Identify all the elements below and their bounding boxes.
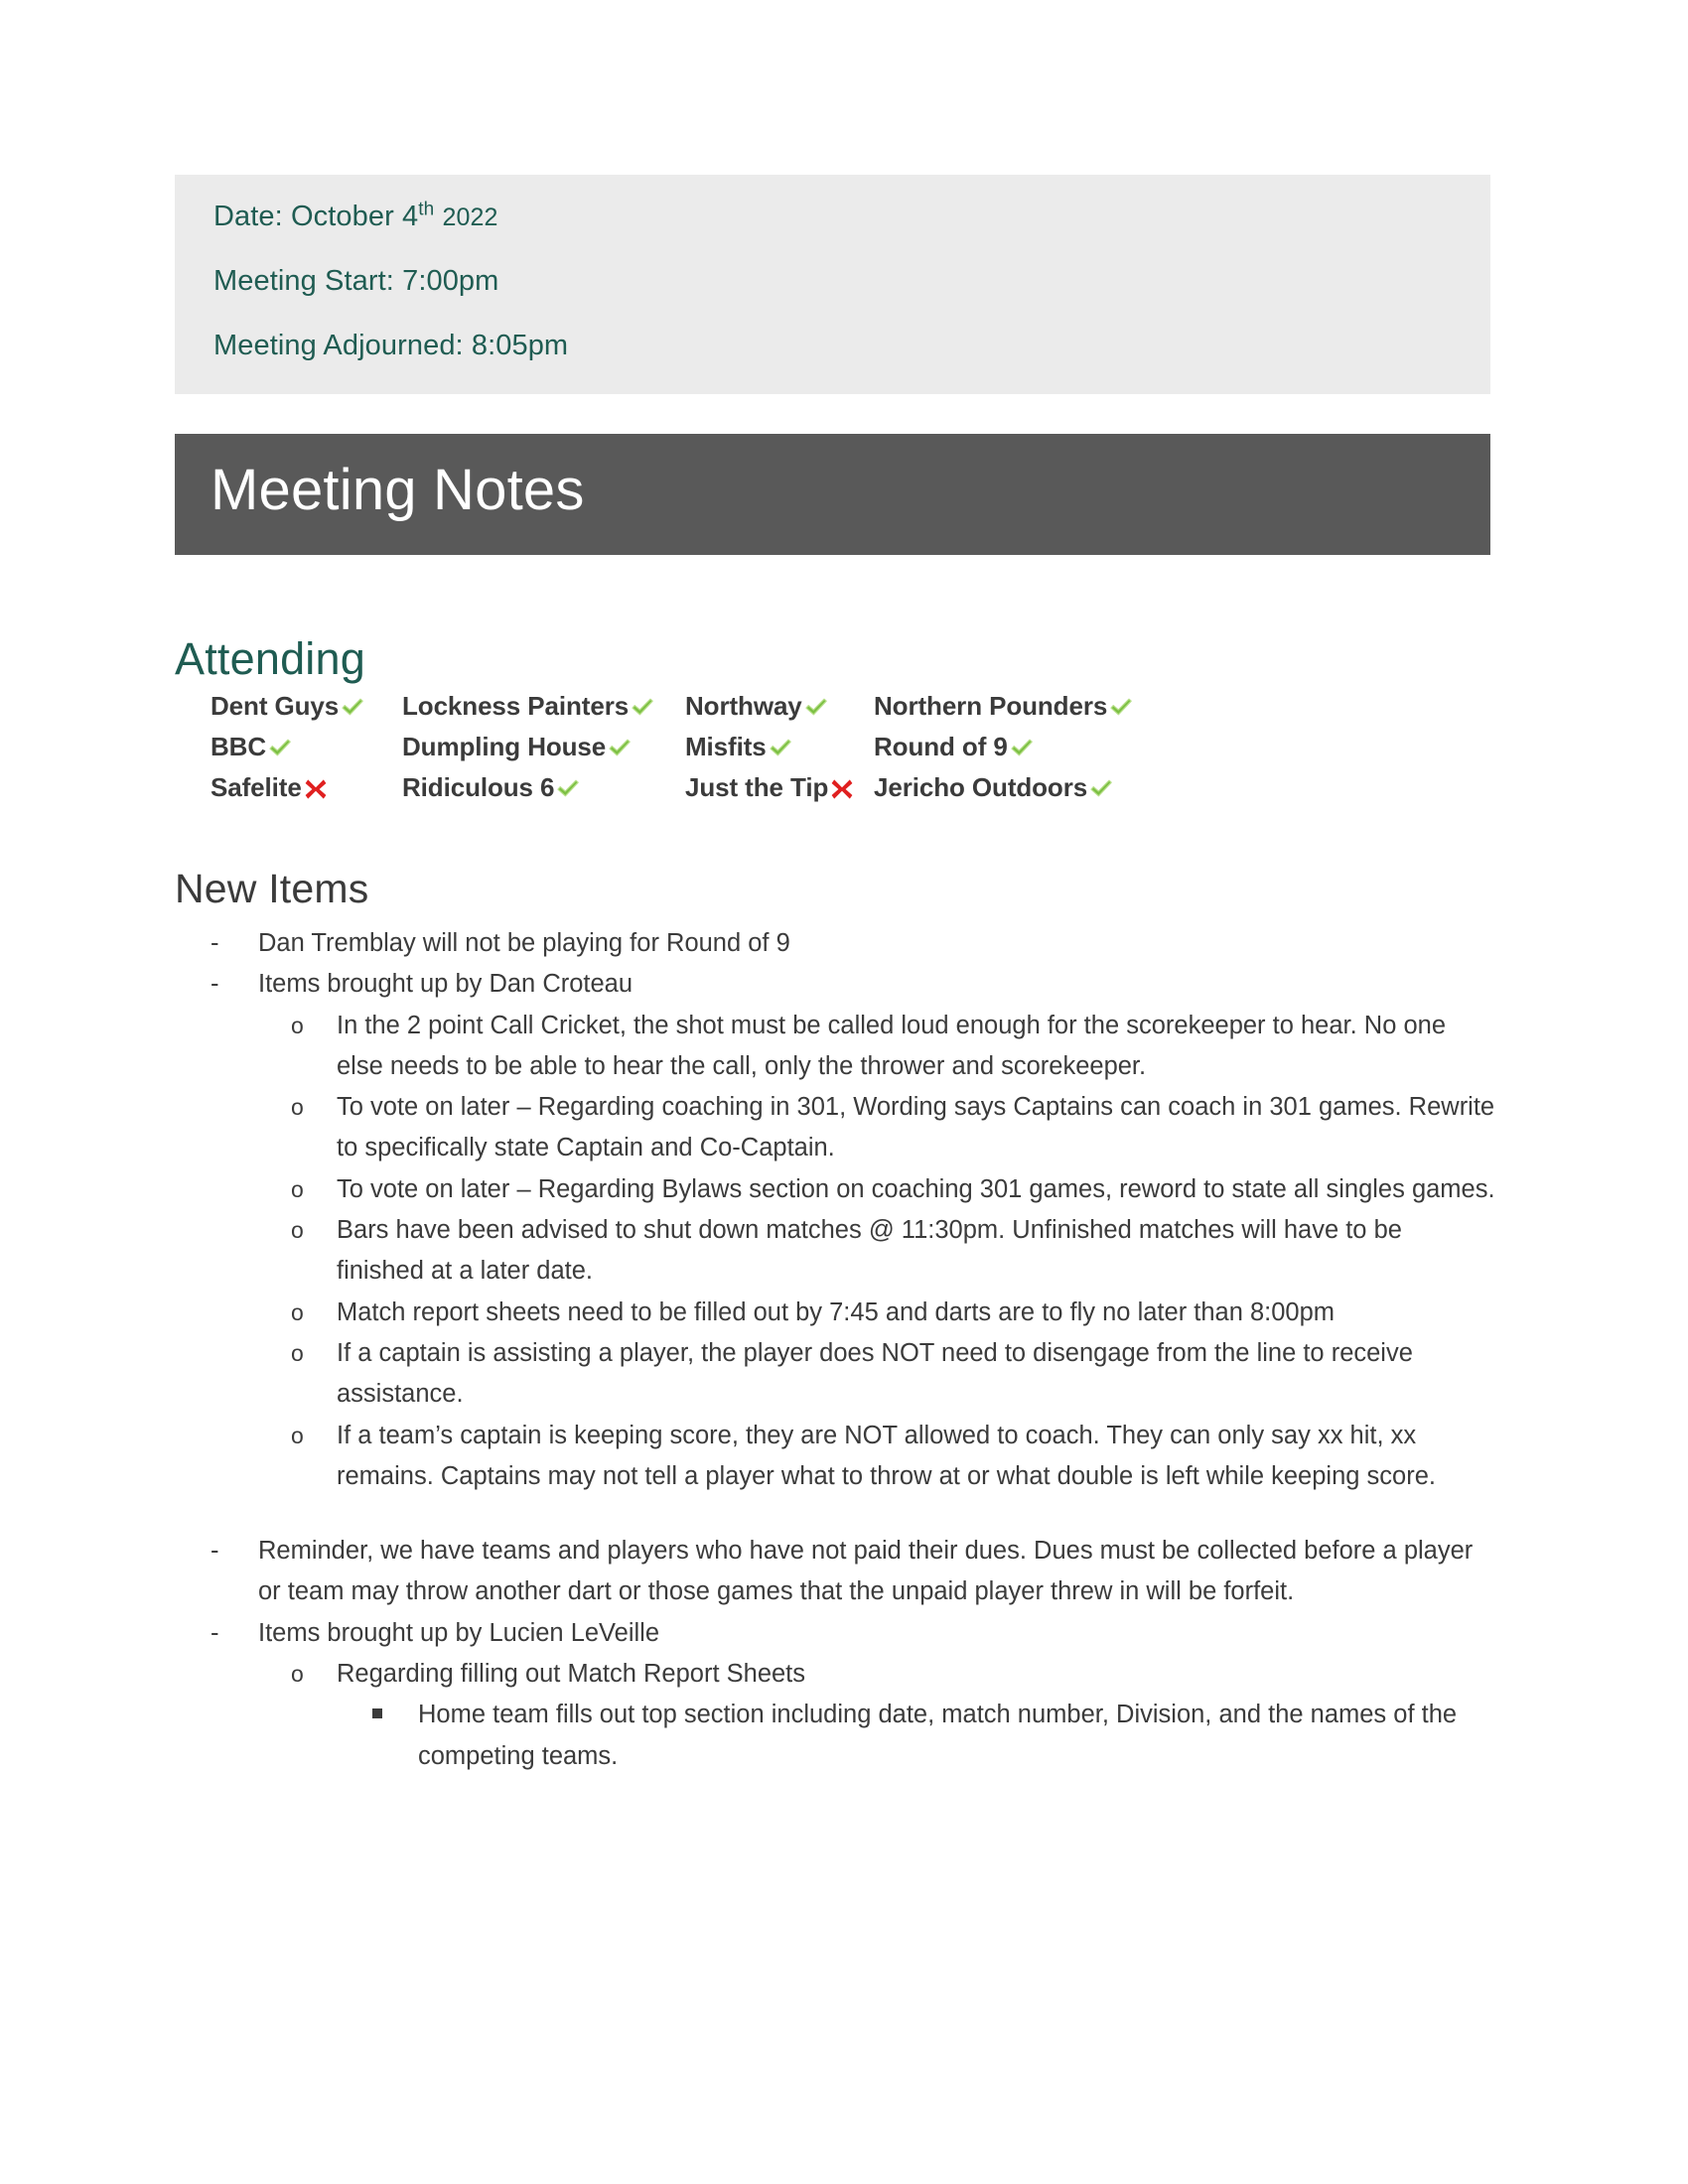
- dash-bullet-icon: -: [211, 1618, 219, 1647]
- green-check-icon: [803, 695, 829, 721]
- list-item: [291, 1006, 1495, 1088]
- meeting-date-value: October 4: [291, 201, 419, 232]
- attending-team-label: Misfits: [685, 732, 767, 761]
- list-item-text: Items brought up by Lucien LeVeille: [258, 1618, 660, 1647]
- dash-bullet-icon: -: [211, 970, 219, 999]
- green-check-icon: [340, 695, 365, 721]
- list-item: [211, 1613, 1495, 1654]
- green-check-icon: [1009, 736, 1035, 761]
- attending-team-label: Jericho Outdoors: [874, 772, 1088, 802]
- green-check-icon: [607, 736, 633, 761]
- list-item-text: Regarding filling out Match Report Sheets: [337, 1660, 806, 1689]
- list-item: [291, 1416, 1495, 1498]
- attending-team-label: Ridiculous 6: [402, 772, 555, 802]
- attending-team-dumpling-house: [402, 732, 685, 762]
- list-item: [291, 1654, 1495, 1695]
- list-item-text: Bars have been advised to shut down matches @ 11:30pm. Unfinished matches will have to be finished at a later date.: [337, 1216, 1402, 1286]
- list-item-text: Home team fills out top section including date, match number, Division, and the names of the competing teams.: [418, 1701, 1458, 1770]
- list-item-text: To vote on later – Regarding coaching in 301, Wording says Captains can coach in 301 games. Rewrite to specifically state Captain and Co-Captain.: [337, 1093, 1495, 1162]
- attending-team-label: Safelite: [211, 772, 302, 802]
- circle-bullet-icon: o: [291, 1339, 304, 1366]
- attending-team-label: Northway: [685, 691, 802, 721]
- meeting-date-ordinal: th: [418, 199, 435, 220]
- attending-grid: [211, 691, 1481, 813]
- attending-team-label: Just the Tip: [685, 772, 829, 802]
- attending-team-dent-guys: [211, 691, 402, 722]
- green-check-icon: [630, 695, 655, 721]
- meeting-date-label: Date:: [213, 201, 283, 232]
- attending-team-round-of-9: [874, 732, 1172, 762]
- list-item-text: If a captain is assisting a player, the player does NOT need to disengage from the line to receive assistance.: [337, 1338, 1413, 1409]
- list-item-text: Items brought up by Dan Croteau: [258, 970, 633, 999]
- list-item: [291, 1333, 1495, 1416]
- list-item-text: Match report sheets need to be filled out by 7:45 and darts are to fly no later than 8:00pm: [337, 1297, 1336, 1326]
- title-band: [175, 434, 1490, 555]
- circle-bullet-icon: o: [291, 1094, 304, 1121]
- attending-team-label: Dent Guys: [211, 691, 340, 721]
- circle-bullet-icon: o: [291, 1661, 304, 1688]
- attending-team-label: Lockness Painters: [402, 691, 630, 721]
- attending-team-label: BBC: [211, 732, 267, 761]
- list-item-text: If a team’s captain is keeping score, they are NOT allowed to coach. They can only say xx hit, xx remains. Captains may not tell a player what to throw at or what double is left while keeping score.: [337, 1421, 1436, 1490]
- list-item: [291, 1293, 1495, 1333]
- circle-bullet-icon: o: [291, 1012, 304, 1038]
- attending-heading: Attending: [175, 633, 365, 684]
- green-check-icon: [267, 736, 293, 761]
- meeting-meta-box: [175, 175, 1490, 394]
- circle-bullet-icon: o: [291, 1422, 304, 1448]
- attending-row: [211, 691, 1481, 732]
- attending-team-bbc: [211, 732, 402, 762]
- attending-row: [211, 732, 1481, 772]
- meeting-date-line: [175, 199, 1490, 232]
- list-item-text: Dan Tremblay will not be playing for Round of 9: [258, 929, 790, 957]
- dash-bullet-icon: -: [211, 929, 219, 957]
- green-check-icon: [1108, 695, 1134, 721]
- attending-team-jericho-outdoors: [874, 772, 1172, 803]
- green-check-icon: [555, 776, 581, 802]
- list-item-text: To vote on later – Regarding Bylaws section on coaching 301 games, reword to state all singles games.: [337, 1174, 1495, 1203]
- attending-team-label: Round of 9: [874, 732, 1008, 761]
- list-item: [211, 1531, 1495, 1613]
- green-check-icon: [1088, 776, 1114, 802]
- red-x-icon: [829, 776, 855, 802]
- attending-team-northern-pounders: [874, 691, 1172, 722]
- list-item: [372, 1695, 1495, 1777]
- attending-team-label: Dumpling House: [402, 732, 607, 761]
- attending-team-safelite: [211, 772, 402, 803]
- square-bullet-icon: [372, 1695, 418, 1735]
- new-items-list: [175, 923, 1495, 1777]
- meeting-start-line: Meeting Start: 7:00pm: [213, 265, 499, 297]
- attending-team-lockness-painters: [402, 691, 685, 722]
- meeting-adjourned-line: Meeting Adjourned: 8:05pm: [213, 330, 569, 361]
- list-item: [211, 964, 1495, 1005]
- attending-team-misfits: [685, 732, 874, 762]
- list-item-text: In the 2 point Call Cricket, the shot must be called loud enough for the scorekeeper to hear. No one else needs to be able to hear the call, only the thrower and scorekeeper.: [337, 1011, 1447, 1080]
- attending-team-ridiculous-6: [402, 772, 685, 803]
- new-items-heading: New Items: [175, 866, 369, 911]
- circle-bullet-icon: o: [291, 1298, 304, 1325]
- list-item: [291, 1169, 1495, 1210]
- green-check-icon: [768, 736, 793, 761]
- attending-team-label: Northern Pounders: [874, 691, 1108, 721]
- page-title: Meeting Notes: [211, 458, 585, 522]
- attending-team-just-the-tip: [685, 772, 874, 803]
- attending-team-northway: [685, 691, 874, 722]
- dash-bullet-icon: -: [211, 1537, 219, 1566]
- list-spacer: [175, 1497, 1495, 1531]
- red-x-icon: [303, 776, 329, 802]
- meeting-date-year: 2022: [442, 204, 498, 231]
- circle-bullet-icon: o: [291, 1175, 304, 1202]
- list-item: [291, 1087, 1495, 1169]
- list-item: [291, 1210, 1495, 1293]
- attending-row: [211, 772, 1481, 813]
- list-item-text: Reminder, we have teams and players who have not paid their dues. Dues must be collected before a player or team may throw another dart or those games that the unpaid player threw in will be forfeit.: [258, 1537, 1474, 1606]
- circle-bullet-icon: o: [291, 1217, 304, 1244]
- list-item: [211, 923, 1495, 964]
